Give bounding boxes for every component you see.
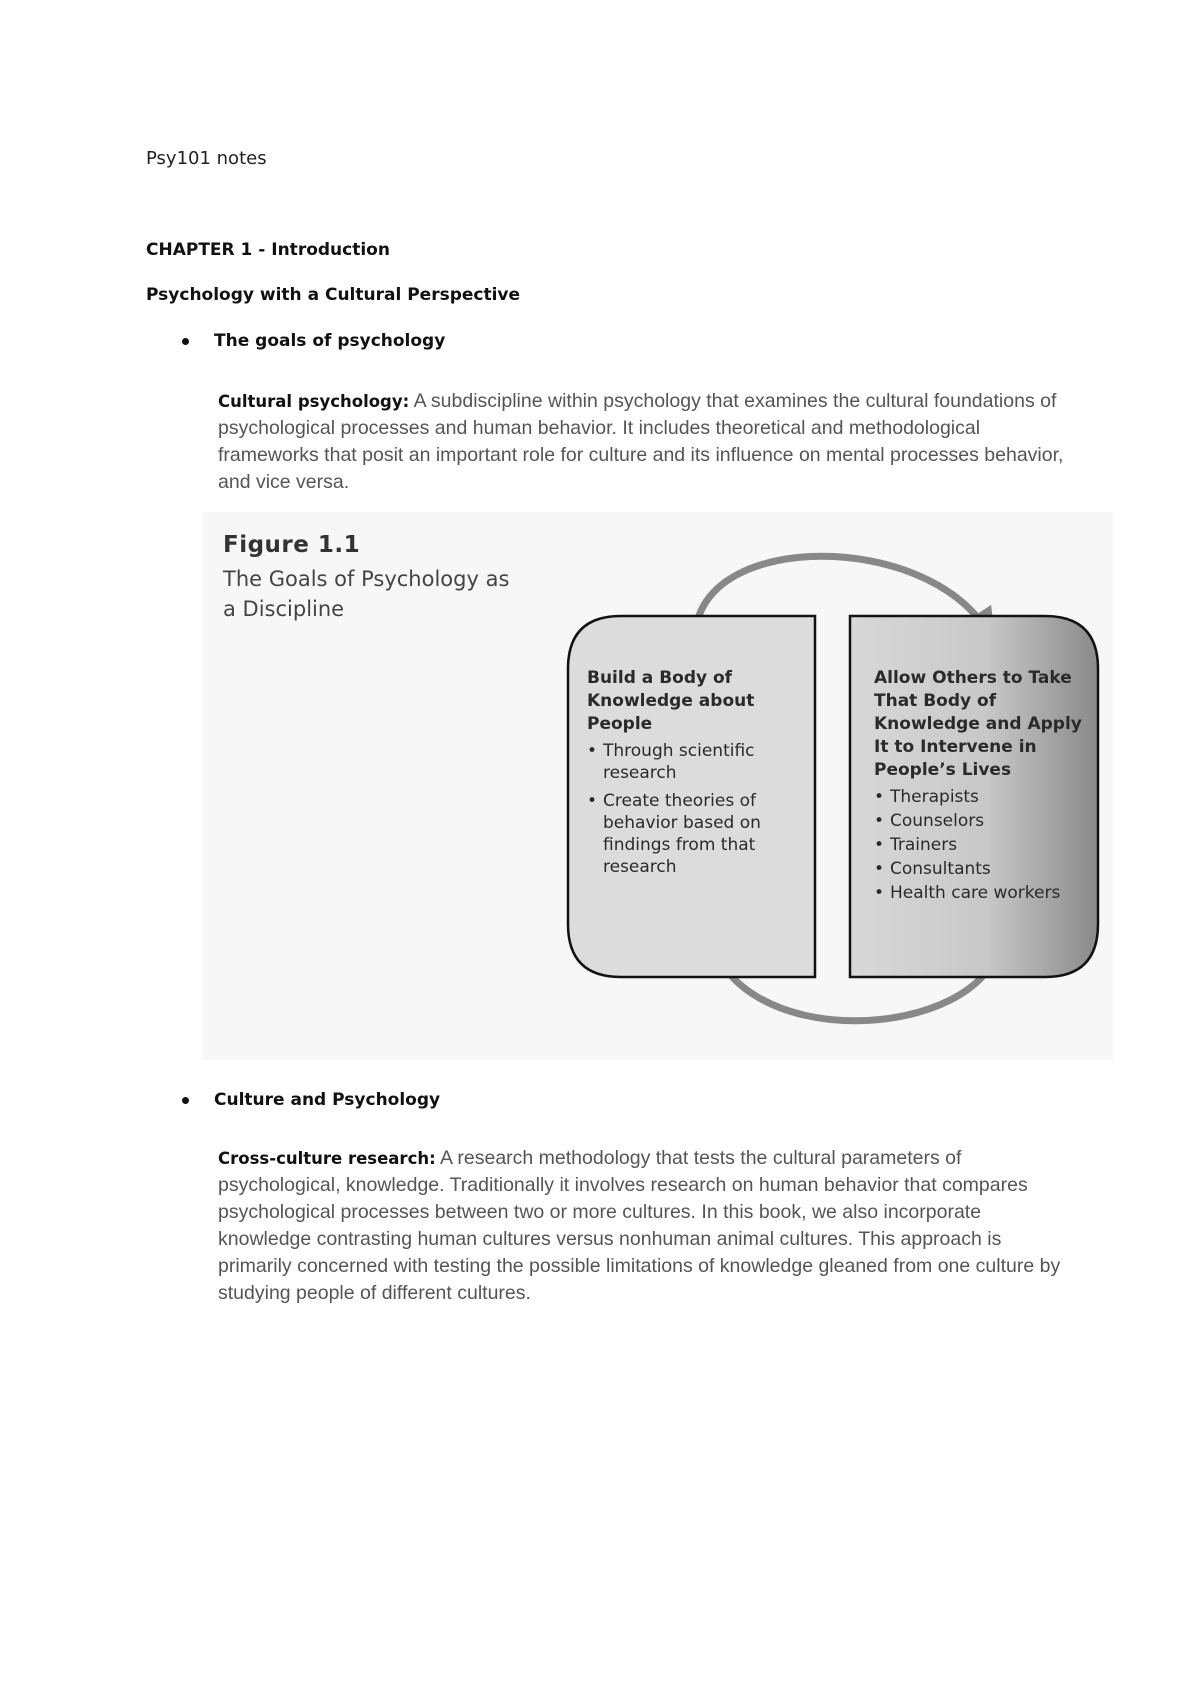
bullet-heading: The goals of psychology <box>214 331 446 351</box>
left-box-heading: Build a Body of Knowledge about People <box>587 668 755 734</box>
definition-term: Cross-culture research: <box>218 1149 436 1168</box>
definition-text: A research methodology that tests the cultural parameters of psychological, knowledge. Traditionally it involves research on human behavior that compares psychological processes between two or more cultures. In this book, we also incorporate knowledge contrasting human cultures versus nonhuman animal cultures. This approach is primarily concerned with testing the possible limitations of knowledge gleaned from one culture by studying people of different cultures. <box>218 1147 1061 1304</box>
definition-cross-culture-research <box>218 1145 1078 1307</box>
chapter-heading: CHAPTER 1 - Introduction <box>146 240 390 260</box>
right-box-list <box>874 786 1089 904</box>
section-heading: Psychology with a Cultural Perspective <box>146 285 521 305</box>
right-box-item: • Therapists <box>874 786 1089 808</box>
left-box-list <box>587 740 787 878</box>
figure-goals-of-psychology <box>203 512 1113 1060</box>
bullet-goals-of-psychology <box>182 331 445 351</box>
right-box-heading: Allow Others to Take That Body of Knowledge and Apply It to Intervene in People’s Lives <box>874 668 1082 780</box>
right-box-item: • Health care workers <box>874 882 1089 904</box>
left-box-item: • Create theories of behavior based on findings from that research <box>587 790 787 878</box>
right-box-item: • Trainers <box>874 834 1089 856</box>
definition-cultural-psychology <box>218 388 1078 496</box>
left-box-item: • Through scientific research <box>587 740 787 784</box>
figure-label: Figure 1.1 <box>223 532 361 558</box>
document-title: Psy101 notes <box>146 148 267 169</box>
right-box-content <box>874 667 1089 906</box>
right-box-item: • Consultants <box>874 858 1089 880</box>
bullet-heading: Culture and Psychology <box>214 1090 441 1110</box>
bullet-icon <box>182 338 189 345</box>
definition-text: A subdiscipline within psychology that examines the cultural foundations of psychological processes and human behavior. It includes theoretical and methodological frameworks that posit an important role for culture and its influence on mental processes behavior, and vice versa. <box>218 390 1064 493</box>
left-box-content <box>587 667 787 884</box>
right-box-item: • Counselors <box>874 810 1089 832</box>
bullet-culture-and-psychology <box>182 1090 440 1110</box>
definition-term: Cultural psychology: <box>218 392 410 411</box>
bullet-icon <box>182 1097 189 1104</box>
figure-caption: The Goals of Psychology as a Discipline <box>223 567 510 621</box>
